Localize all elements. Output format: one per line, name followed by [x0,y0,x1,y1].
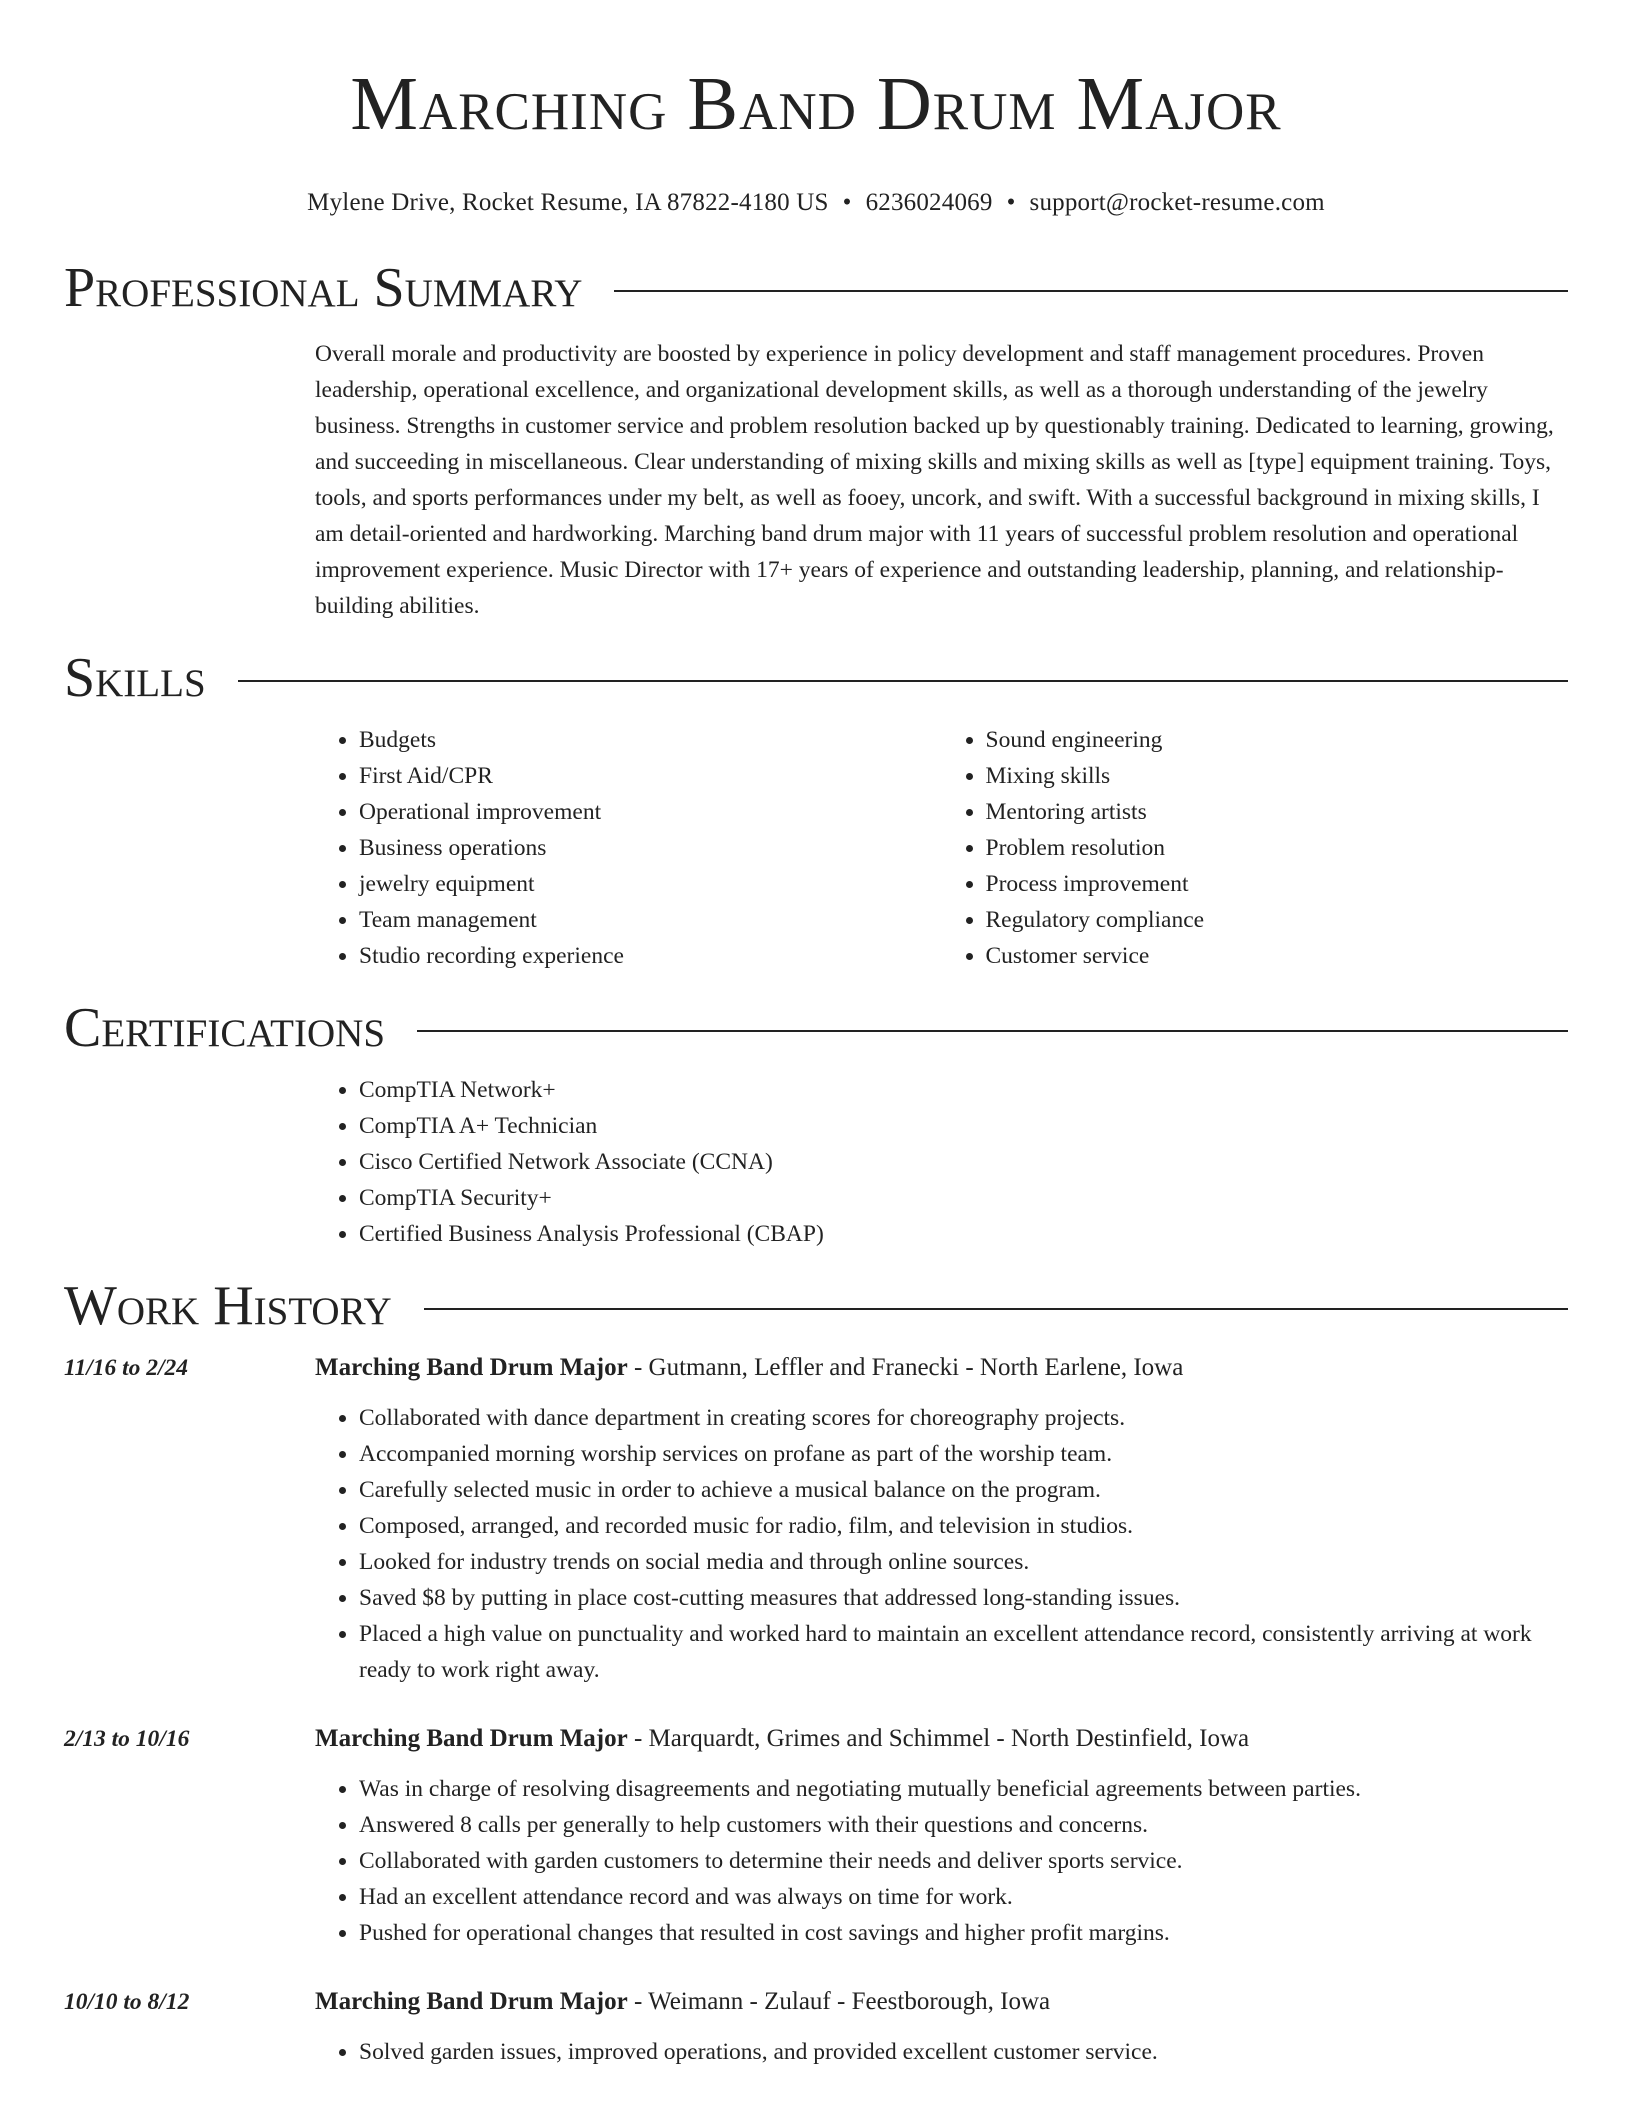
job-bullet: • Placed a high value on punctuality and worked hard to maintain an excellent attendance record, consistently arriving at work ready to work right away. [359,1616,1568,1688]
job-bullet: • Composed, arranged, and recorded music for radio, film, and television in studios. [359,1508,1568,1544]
skills-heading: Skills [64,647,206,709]
skill-item: • First Aid/CPR [359,758,942,794]
contact-line [64,188,1568,218]
section-divider [614,290,1568,292]
job-bullet: • Answered 8 calls per generally to help customers with their questions and concerns. [359,1807,1568,1843]
job-bullets [315,1400,1568,1688]
job-employer: - Marquardt, Grimes and Schimmel - North Destinfield, Iowa [627,1725,1250,1752]
section-divider [424,1308,1568,1310]
skill-item: • Mentoring artists [986,794,1569,830]
job-title: Marching Band Drum Major [315,1725,628,1752]
job-bullet: • Solved garden issues, improved operations, and provided excellent customer service. [359,2034,1568,2070]
job-bullets [315,2034,1568,2070]
contact-phone: 6236024069 [865,189,993,216]
job-bullet: • Collaborated with dance department in creating scores for choreography projects. [359,1400,1568,1436]
job-title-line [315,1350,1568,1386]
contact-address: Mylene Drive, Rocket Resume, IA 87822-4180 US [307,189,829,216]
section-divider [417,1030,1568,1032]
job-bullets [315,1771,1568,1951]
job-title: Marching Band Drum Major [315,1988,628,2015]
certification-item: • CompTIA A+ Technician [359,1108,1568,1144]
work-section-header [64,1274,1568,1338]
job-bullet: • Saved $8 by putting in place cost-cutting measures that addressed long-standing issues. [359,1580,1568,1616]
certifications-list [315,1072,1568,1252]
job-title-line [315,1984,1568,2020]
job-entry [64,1721,1568,1951]
certifications-section-header [64,996,1568,1060]
certification-item: • Cisco Certified Network Associate (CCNA) [359,1144,1568,1180]
job-title-line [315,1721,1568,1757]
certification-item: • CompTIA Network+ [359,1072,1568,1108]
bullet-separator: • [1006,189,1016,216]
skill-item: • Sound engineering [986,722,1569,758]
skills-column-right [942,722,1569,974]
skill-item: • Budgets [359,722,942,758]
certification-item: • CompTIA Security+ [359,1180,1568,1216]
skills-list [315,722,1568,974]
job-bullet: • Looked for industry trends on social media and through online sources. [359,1544,1568,1580]
skill-item: • Process improvement [986,866,1569,902]
section-divider [238,680,1568,682]
skills-column-left [315,722,942,974]
skills-section-header [64,646,1568,710]
work-heading: Work History [64,1275,392,1337]
skill-item: • Problem resolution [986,830,1569,866]
skill-item: • jewelry equipment [359,866,942,902]
job-title: Marching Band Drum Major [315,1354,628,1381]
bullet-separator: • [842,189,852,216]
job-entry [64,1350,1568,1688]
job-employer: - Gutmann, Leffler and Franecki - North Earlene, Iowa [627,1354,1184,1381]
skill-item: • Team management [359,902,942,938]
summary-text: Overall morale and productivity are boosted by experience in policy development and staff management procedures. Proven leadership, operational excellence, and organizational development skills, as well as a thorough understanding of the jewelry business. Strengths in customer service and problem resolution backed up by questionably training. Dedicated to learning, growing, and succeeding in miscellaneous. Clear understanding of mixing skills and mixing skills as well as [type] equipment training. Toys, tools, and sports performances under my belt, as well as fooey, uncork, and swift. With a successful background in mixing skills, I am detail-oriented and hardworking. Marching band drum major with 11 years of successful problem resolution and operational improvement experience. Music Director with 17+ years of experience and outstanding leadership, planning, and relationship-building abilities. [315,341,1554,619]
skill-item: • Business operations [359,830,942,866]
skill-item: • Customer service [986,938,1569,974]
certifications-heading: Certifications [64,997,386,1059]
job-dates: 10/10 to 8/12 [64,1989,190,2015]
summary-section-header [64,256,1568,320]
skill-item: • Regulatory compliance [986,902,1569,938]
job-bullet: • Carefully selected music in order to achieve a musical balance on the program. [359,1472,1568,1508]
job-dates: 11/16 to 2/24 [64,1355,189,1381]
job-employer: - Weimann - Zulauf - Feestborough, Iowa [627,1988,1051,2015]
job-bullet: • Had an excellent attendance record and was always on time for work. [359,1879,1568,1915]
job-bullet: • Collaborated with garden customers to determine their needs and deliver sports service. [359,1843,1568,1879]
job-entry [64,1984,1568,2070]
job-dates: 2/13 to 10/16 [64,1726,190,1752]
job-bullet: • Was in charge of resolving disagreements and negotiating mutually beneficial agreements between parties. [359,1771,1568,1807]
resume-page [64,0,1568,2070]
skill-item: • Mixing skills [986,758,1569,794]
job-bullet: • Accompanied morning worship services on profane as part of the worship team. [359,1436,1568,1472]
skill-item: • Studio recording experience [359,938,942,974]
job-bullet: • Pushed for operational changes that resulted in cost savings and higher profit margins. [359,1915,1568,1951]
contact-email: support@rocket-resume.com [1029,189,1325,216]
skill-item: • Operational improvement [359,794,942,830]
certification-item: • Certified Business Analysis Professional (CBAP) [359,1216,1568,1252]
resume-name: Marching Band Drum Major [350,62,1282,146]
summary-heading: Professional Summary [64,257,583,319]
